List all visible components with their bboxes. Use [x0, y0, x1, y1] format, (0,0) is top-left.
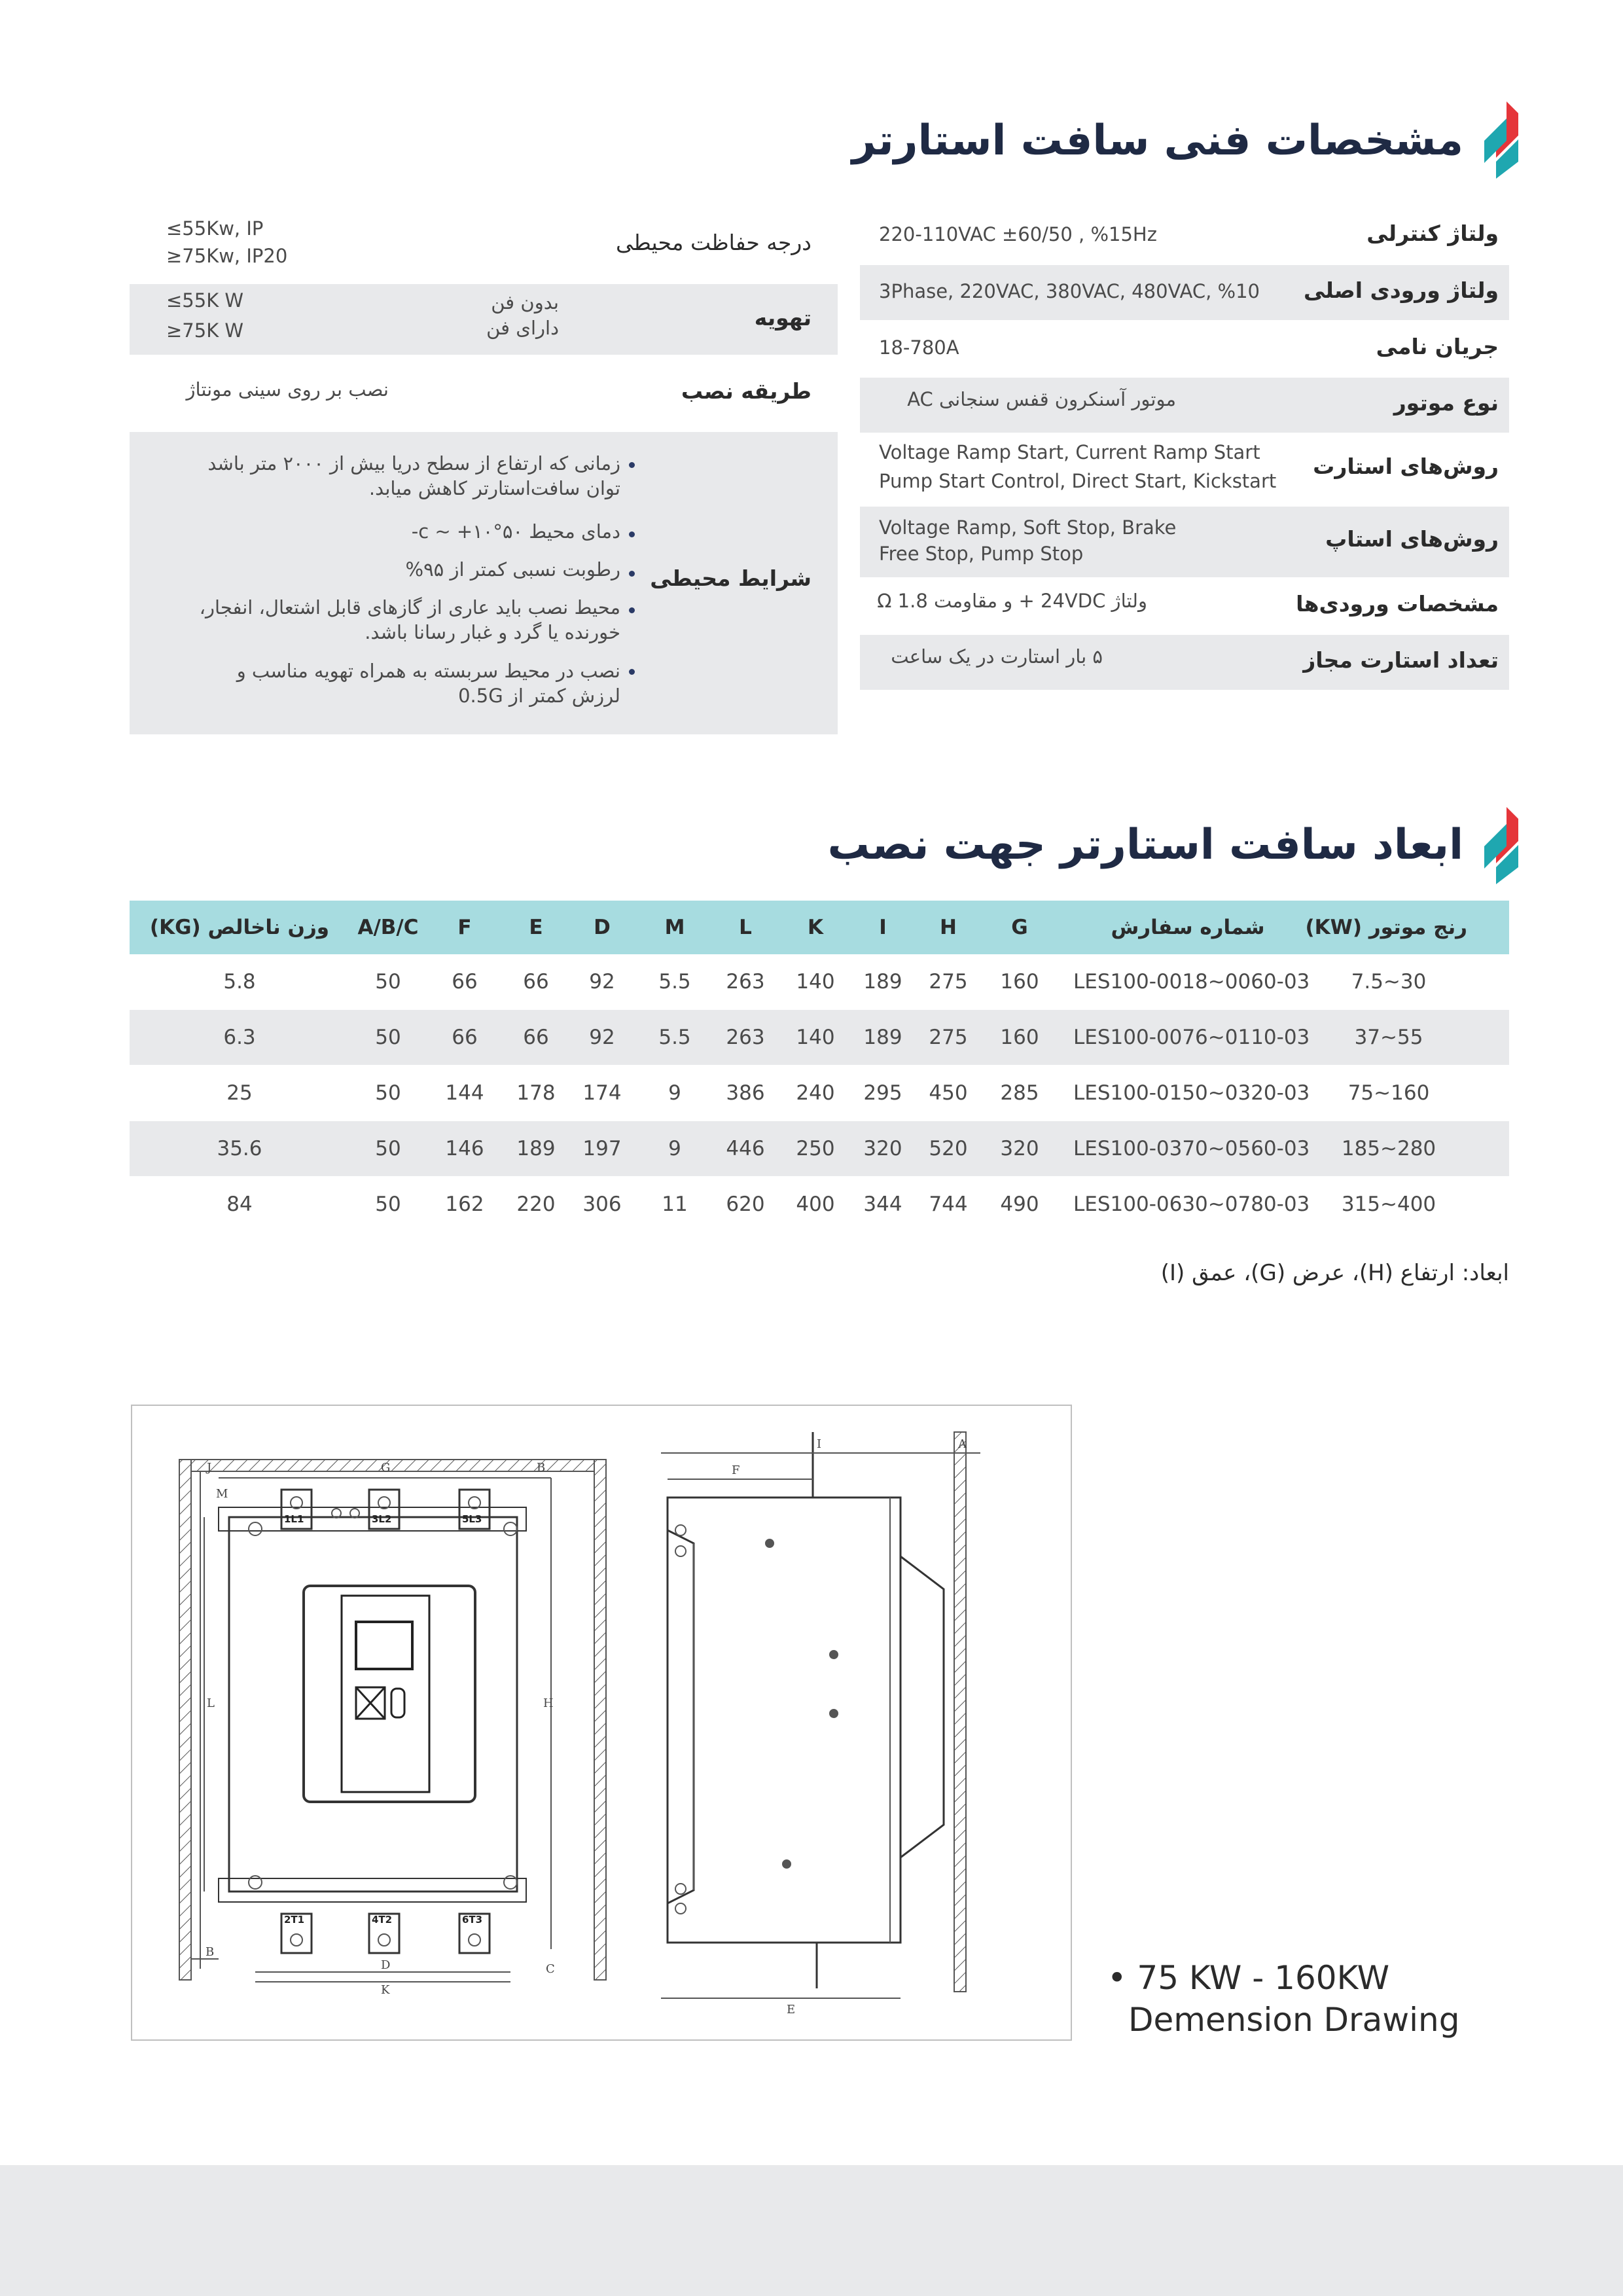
spec-label: شرایط محیطی [650, 565, 812, 591]
env-bullet-line: محیط نصب باید عاری از گازهای قابل اشتعال، انفجار، [199, 596, 620, 619]
spec-value-line: Voltage Ramp Start, Current Ramp Start [879, 441, 1260, 463]
header-m: M [664, 916, 685, 939]
spec-label: درجه حفاظت محیطی [615, 230, 812, 255]
dim-label-i: I [817, 1437, 822, 1451]
cell-f: 66 [452, 1026, 478, 1049]
dim-label-j: J [207, 1461, 212, 1475]
dim-label-g: G [381, 1461, 391, 1475]
cell-weight: 35.6 [217, 1137, 262, 1160]
cell-g: 285 [1000, 1081, 1039, 1105]
dim-label-h: H [543, 1696, 554, 1710]
cell-weight: 5.8 [223, 970, 256, 994]
cell-weight: 84 [226, 1193, 253, 1216]
header-f: F [457, 916, 472, 939]
cell-f: 146 [445, 1137, 484, 1160]
spec-label: تهویه [754, 305, 812, 331]
spec-value-line: Voltage Ramp, Soft Stop, Brake [879, 516, 1177, 539]
dim-label-f: F [732, 1463, 740, 1477]
cell-g: 320 [1000, 1137, 1039, 1160]
cell-h: 450 [929, 1081, 968, 1105]
dim-label-b: B [537, 1461, 546, 1475]
bullet-icon [629, 669, 635, 675]
env-bullet-line: رطوبت نسبی کمتر از ۹۵% [405, 558, 620, 581]
cell-motor-range: 315~400 [1341, 1193, 1436, 1216]
cell-f: 66 [452, 970, 478, 994]
cell-abc: 50 [375, 1081, 401, 1105]
cell-abc: 50 [375, 1193, 401, 1216]
dim-label-b2: B [205, 1945, 215, 1959]
bullet-icon [629, 607, 635, 613]
env-bullet-line: توان سافت‌استارتر کاهش میابد. [368, 477, 620, 499]
cell-i: 189 [863, 970, 902, 994]
cell-order-number: LES100-0370~0560-03 [1073, 1137, 1310, 1160]
bullet-icon [629, 571, 635, 577]
cell-motor-range: 7.5~30 [1351, 970, 1427, 994]
cell-g: 490 [1000, 1193, 1039, 1216]
terminal-label: 6T3 [462, 1914, 483, 1926]
bullet-icon [629, 531, 635, 537]
spec-label: ولتاژ ورودی اصلی [1304, 278, 1499, 303]
cell-f: 144 [445, 1081, 484, 1105]
cell-abc: 50 [375, 1026, 401, 1049]
dimension-drawing-svg [132, 1406, 1071, 2039]
spec-value: موتور آسنکرون قفس سنجانی AC [907, 388, 1176, 410]
env-bullet-line: خورنده یا گرد و غبار رسانا باشد. [365, 621, 620, 643]
spec-label: طریقه نصب [681, 378, 812, 404]
cell-motor-range: 75~160 [1347, 1081, 1430, 1105]
cell-weight: 25 [226, 1081, 253, 1105]
header-h: H [940, 916, 957, 939]
spec-value-line: Free Stop, Pump Stop [879, 543, 1084, 565]
cell-e: 189 [516, 1137, 556, 1160]
spec-value-line: ≥75Kw, IP20 [166, 245, 288, 267]
header-i: I [879, 916, 887, 939]
cell-d: 92 [589, 1026, 615, 1049]
dim-label-m: M [216, 1487, 228, 1501]
spec-label: تعداد استارت مجاز [1303, 647, 1499, 673]
spec-label: روش‌های استارت [1313, 454, 1499, 479]
footer-band [0, 2165, 1623, 2296]
cell-m: 9 [668, 1137, 681, 1160]
header-g: G [1011, 916, 1028, 939]
cell-i: 320 [863, 1137, 902, 1160]
cell-d: 174 [582, 1081, 622, 1105]
cell-m: 11 [662, 1193, 688, 1216]
dim-label-a: A [958, 1437, 967, 1451]
cell-m: 5.5 [658, 970, 691, 994]
brand-logo-icon [1484, 807, 1518, 884]
spec-value: ۵ بار استارت در یک ساعت [891, 645, 1103, 668]
cell-abc: 50 [375, 1137, 401, 1160]
spec-value: ولتاژ 24VDC + و مقاومت 1.8 Ω [877, 590, 1147, 612]
header-k: K [807, 916, 824, 939]
cell-f: 162 [445, 1193, 484, 1216]
cell-motor-range: 185~280 [1341, 1137, 1436, 1160]
cell-g: 160 [1000, 1026, 1039, 1049]
cell-abc: 50 [375, 970, 401, 994]
terminal-label: 1L1 [284, 1513, 304, 1525]
dim-label-d: D [381, 1958, 391, 1972]
drawing-caption-line1: • 75 KW - 160KW [1107, 1959, 1390, 1997]
cell-k: 400 [796, 1193, 835, 1216]
spec-value-line: دارای فن [486, 317, 559, 339]
spec-value-line: Pump Start Control, Direct Start, Kickstart [879, 470, 1277, 492]
header-abc: A/B/C [357, 916, 419, 939]
spec-value: 220-110VAC ±60/50 , %15Hz [879, 223, 1157, 245]
terminal-label: 3L2 [372, 1513, 392, 1525]
spec-label: مشخصات ورودی‌ها [1296, 591, 1499, 617]
cell-h: 275 [929, 1026, 968, 1049]
header-weight: وزن ناخالص (KG) [149, 916, 330, 939]
spec-value-line: ≥75K W [166, 319, 244, 342]
header-order-number: شماره سفارش [1111, 916, 1265, 939]
spec-value-line: ≤55Kw, IP [166, 217, 264, 240]
cell-m: 5.5 [658, 1026, 691, 1049]
spec-value: نصب بر روی سینی مونتاژ [186, 378, 389, 401]
cell-l: 446 [726, 1137, 765, 1160]
cell-k: 140 [796, 970, 835, 994]
cell-h: 520 [929, 1137, 968, 1160]
dim-label-e: E [787, 2003, 796, 2017]
spec-section-title: مشخصات فنی سافت استارتر [851, 117, 1463, 165]
cell-order-number: LES100-0018~0060-03 [1073, 970, 1310, 994]
cell-e: 66 [523, 970, 549, 994]
cell-order-number: LES100-0150~0320-03 [1073, 1081, 1310, 1105]
cell-i: 344 [863, 1193, 902, 1216]
bullet-icon [629, 462, 635, 468]
cell-i: 295 [863, 1081, 902, 1105]
spec-value: 18-780A [879, 336, 959, 359]
cell-h: 744 [929, 1193, 968, 1216]
terminal-label: 4T2 [372, 1914, 393, 1926]
cell-d: 197 [582, 1137, 622, 1160]
cell-weight: 6.3 [223, 1026, 256, 1049]
env-bullet-line: دمای محیط ۵۰°c ~ +۱۰- [411, 520, 620, 543]
cell-i: 189 [863, 1026, 902, 1049]
cell-l: 263 [726, 970, 765, 994]
spec-label: نوع موتور [1393, 390, 1499, 416]
cell-h: 275 [929, 970, 968, 994]
cell-l: 620 [726, 1193, 765, 1216]
cell-k: 250 [796, 1137, 835, 1160]
header-motor-range: رنج موتور (KW) [1305, 916, 1467, 939]
spec-label: ولتاژ کنترلی [1366, 221, 1499, 246]
cell-e: 220 [516, 1193, 556, 1216]
dim-label-c: C [546, 1962, 555, 1976]
dims-note: ابعاد: ارتفاع (H)، عرض (G)، عمق (I) [1160, 1260, 1509, 1286]
cell-e: 66 [523, 1026, 549, 1049]
cell-d: 92 [589, 970, 615, 994]
cell-order-number: LES100-0630~0780-03 [1073, 1193, 1310, 1216]
cell-m: 9 [668, 1081, 681, 1105]
drawing-caption-line2: Demension Drawing [1128, 2001, 1460, 2039]
cell-motor-range: 37~55 [1354, 1026, 1423, 1049]
env-bullet-line: نصب در محیط سربسته به همراه تهویه مناسب و [236, 660, 620, 682]
cell-k: 240 [796, 1081, 835, 1105]
header-d: D [594, 916, 611, 939]
cell-e: 178 [516, 1081, 556, 1105]
cell-l: 263 [726, 1026, 765, 1049]
cell-g: 160 [1000, 970, 1039, 994]
cell-k: 140 [796, 1026, 835, 1049]
terminal-label: 5L3 [462, 1513, 482, 1525]
spec-label: روش‌های استاپ [1325, 526, 1499, 552]
spec-label: جریان نامی [1376, 334, 1499, 359]
spec-value-line: بدون فن [491, 291, 559, 314]
env-bullet-line: زمانی که ارتفاع از سطح دریا بیش از ۲۰۰۰ متر باشد [207, 452, 620, 475]
cell-l: 386 [726, 1081, 765, 1105]
brand-logo-icon [1484, 101, 1518, 179]
header-e: E [529, 916, 543, 939]
env-bullet-line: لرزش کمتر از 0.5G [458, 685, 620, 707]
cell-d: 306 [582, 1193, 622, 1216]
dims-section-title: ابعاد سافت استارتر جهت نصب [827, 821, 1463, 869]
cell-order-number: LES100-0076~0110-03 [1073, 1026, 1310, 1049]
header-l: L [739, 916, 752, 939]
spec-value: 3Phase, 220VAC, 380VAC, 480VAC, %10 [879, 280, 1260, 302]
dim-label-l: L [207, 1696, 215, 1710]
dimension-drawing [131, 1405, 1072, 2041]
terminal-label: 2T1 [284, 1914, 305, 1926]
dim-label-k: K [381, 1983, 390, 1997]
spec-value-line: ≤55K W [166, 289, 244, 312]
